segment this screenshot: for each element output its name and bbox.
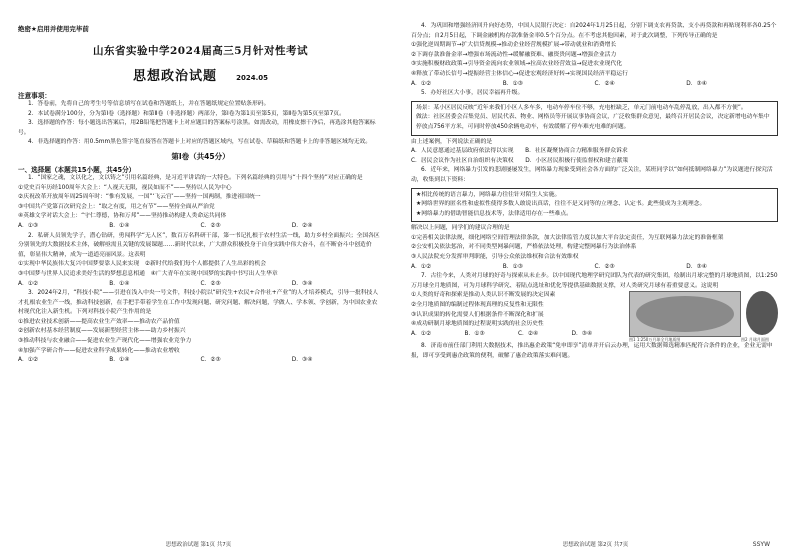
question-7 (411, 272, 778, 342)
question-2 (18, 232, 383, 290)
exam-date: 2024.05 (236, 74, 268, 82)
option-d[interactable]: D．③④ (291, 280, 313, 287)
question-7-body (411, 291, 778, 342)
note-3: 3．选择题的作答：每小题选出答案后，用2B铅笔把答题卡上对应题目的答案标号涂黑。如需改动，用橡皮擦干净后，再选涂其他答案标号。 (18, 120, 376, 136)
question-item: ②全月地质图的编制过程体现真理的反复性和无限性 (411, 302, 544, 309)
question-item: ①推进农业技术创新——提高农业生产效率——推动农产品价值 (18, 318, 180, 325)
question-item: ②下调存款准备金率→增强市场流动性→缓解融资难、融资贵问题→增强企业活力 (411, 51, 617, 58)
figures (629, 291, 778, 342)
question-prompt: 由上述案例，下列说法正确的是 (411, 138, 493, 145)
school-title: 山东省实验中学2024届高三5月针对性考试 (92, 45, 309, 57)
question-item: ④加强产学研合作——促进农业科学成果转化——推动农业增收 (18, 347, 180, 354)
question-item: ③中国共产党第百次研究会上：“取之有度，用之有节”——坚持全面从严治党 (18, 203, 215, 210)
answer-options (411, 330, 625, 340)
question-3 (18, 289, 383, 366)
question-8 (411, 342, 778, 361)
answer-options (18, 222, 383, 232)
material-line: ★网络世界的匿名性和虚拟性使得多数人敢说出真话，往往不是又同等的立理念、认定书。此些使成为主观理念。 (416, 201, 706, 208)
note-1: 1．答卷前，先将自己的考生号等信息填写在试卷和答题纸上，并在答题纸规定位置贴条形码。 (28, 101, 270, 107)
question-stem: 8．济南市前任部门利用大数据技术，推出惠企政策“免申即享”清单并开启云办理，运用大数据筛选精准匹配符合条件的企业，企业无需申报，即可享受到惠企政策的便利，破解了惠企政策落实难问题。 (411, 343, 773, 360)
option-a[interactable]: A．①③ (18, 222, 39, 229)
answer-options (411, 80, 778, 90)
exam-code: SSYW (752, 541, 770, 548)
figure-caption-globe: 图2 月球月面图 (741, 337, 769, 343)
answer-options (18, 280, 383, 290)
question-item: ②庆祝改革开放周年周25周年时：“惟有发展，一国”‘飞云宫’——坚持一国两制，推进祖国统一 (18, 194, 261, 201)
option-a[interactable]: A．①② (411, 330, 432, 337)
question-item: ①强化逆周期调节→扩大信贷规模→推动企业经营规模扩展→带动就业和消费增长 (411, 42, 617, 49)
question-item: ①实现中华民族伟大复兴中国梦要靠人民来实现 ②新时代给我们每个人都提供了人生出彩的机会 (18, 261, 267, 268)
question-4 (411, 22, 778, 89)
question-item: ①党史百年历经100周年大会上：“人视天无限，视民如而不”——坚持以人民为中心 (18, 184, 232, 191)
material-box (411, 188, 778, 223)
option-d[interactable]: D．③④ (571, 330, 593, 337)
question-item: ④释放了带动长信号→提振经营主体信心→促进宏观经济好转→实现国民经济平稳运行 (411, 70, 628, 77)
question-item: ③实施积极财政政策→引导资金流向农业领域→拉高农业经营效益→促进农业现代化 (411, 61, 623, 68)
option-a[interactable]: A．①② (18, 357, 39, 364)
question-1 (18, 174, 383, 232)
option-row[interactable]: C．居民会议作为社区自治组织有决策权 D．小区居民积极行使监督权和建言献策 (411, 157, 629, 164)
answer-options (411, 263, 778, 273)
question-item: ③中国梦与世界人民追求美好生活的梦想息息相通 ④广大青年在实现中国梦的实践中书写出人生华章 (18, 270, 278, 277)
material-line: ★网络暴力的借助智能信息技术等，法律适用存在一些难点。 (416, 210, 572, 217)
note-4: 4．非选择题的作答：用0.5mm黑色签字笔直接答在答题卡上对应的答题区域内，写在试卷、草稿纸和答题卡上的非答题区域均无效。 (28, 139, 372, 146)
question-item: ①人类的好奇和探索是推动人类认识不断发展的决定因素 (411, 292, 556, 299)
option-b[interactable]: B．①④ (109, 280, 130, 287)
question-item: ④英雄文学对话大会上：“守仁尊德，协和万邦”——坚持推动构建人类命运共同体 (18, 213, 227, 220)
option-a[interactable]: A．①② (411, 263, 432, 270)
material-line: 做法：社区居委会召集党员、居民代表、物业、网格员等开展议事协商会议，广泛收集群众意见，最终召开居民会议，决定新增电动车集中停放点756平方米，可同时停放450余辆电动车，有效缓解了停车难充电难的问题。 (416, 114, 770, 130)
material-line: 场景：某小区居民反映“近年来我们小区人多车多，电动车停车位不够，充电桩缺乏，单元门前电动车乱停乱放，出入都不方便”。 (416, 104, 747, 111)
question-stem: 7．古往今来，人类对月球的好奇与探索从未止步。以中国现代地理学研究团队为代表的研究集团，绘制出月球完整的月球地质图，以1:250万月球全月地质图，可为月球科学研究、着陆点选址和优化等提供基础数据支撑，对人类研究月球有着重要意义。这说明 (411, 273, 778, 289)
option-b[interactable]: B．①④ (109, 222, 130, 229)
question-stem: 3．2024年2月，“科技小院”——引进在浅入中央一号文件，科技小院以“研究生+农民+合作社+产业”的人才培养模式，引导一批科技人才扎根农业生产一线，推动科技创新，在手把手带着学生在工作中发现问题、研究问题、解决问题，学做人、学本领、学创新，为中国农业农村现代化注入新生机。下列对科技小院产生作用的是 (18, 290, 379, 316)
question-stem: 4．为巩固和增强经济回升向好态势，中国人民银行决定：自2024年1月25日起，分别下调支农再贷款、支小再贷款和再贴现利率各0.25个百分点；自2月5日起，下调金融机构存款准备金率0.5个百分点。在不考虑其他因素，对于此次调整，下列传导正确的是 (411, 23, 777, 39)
section1-heading: 一、选择题（本题共15小题，共45分） (18, 165, 136, 174)
option-b[interactable]: B．①③ (464, 330, 485, 337)
question-stem: 5．办好社区大小事，居民幸福再升级。 (421, 90, 524, 97)
notes-heading: 注意事项： (18, 92, 51, 100)
option-d[interactable]: D．③④ (686, 80, 707, 87)
question-item: ③认识成果的转化需要人们根据条件不断深化和扩展 (411, 311, 544, 318)
option-d[interactable]: D．②④ (291, 222, 313, 229)
question-stem: 2．私研人员领先学子，潜心钻研，勇闯科学“无人区”，数百万名科研干部，第一书记扎根于农村生活一线，助力乡村全面振兴；全国各区分别领先的大数据技术主体，破解亟需且关键的发展课题……新时代以来，广大群众积极投身于自身实践中伟大奋斗，在不断奋斗中创造价值，彰显伟大精神，成为一道道亮丽风景。这表明 (18, 232, 380, 258)
question-stem: 6．近年来，网络暴力引发的悲剧屡屡发生，网络暴力现象受到社会各方面的广泛关注，某班同学以“如何抵制网络暴力”为议题进行探究活动，收集到以下资料： (411, 167, 773, 183)
option-c[interactable]: C．②③ (594, 263, 615, 270)
question-item: ②创新农村基本经营制度——发展新型经营主体——助力乡村振兴 (18, 328, 186, 335)
material-line: ★相比传统的语言暴力，网络暴力往往针对陌生人实施。 (416, 191, 561, 198)
note-2: 2．本试卷满分100分，分为第Ⅰ卷（选择题）和第Ⅱ卷（非选择题）两部分，第Ⅰ卷为第1页至第5页，第Ⅱ卷为第5页至第7页。 (28, 110, 345, 117)
option-d[interactable]: D．③④ (291, 357, 313, 364)
question-stem: 1．“国家之魂，文以化之，文以铸之”引用名篇经典，是习近平讲话的一大特色。下列名篇经典的引用与“十四个坚持”对应正确的是 (28, 174, 363, 181)
figure-caption-map: 图1 1:250万月球全月地质图 (629, 337, 681, 343)
question-6 (411, 166, 778, 272)
subject-title-row (18, 65, 383, 84)
option-b[interactable]: B．①④ (109, 357, 130, 364)
question-item: ④成功研制月球地质图的过程说明实践的社会历史性 (411, 321, 544, 328)
answer-options (18, 356, 383, 366)
question-5 (411, 89, 778, 166)
lunar-globe-image (746, 291, 778, 335)
question-item: ②公安机关依法惩治，对不同类型网暴问题，严格依法处理，构建完整网暴行为法治体系 (411, 244, 637, 251)
subject-title: 思想政治试题 (133, 69, 218, 84)
option-b[interactable]: B．①③ (502, 263, 523, 270)
material-box (411, 101, 778, 136)
option-a[interactable]: A．①② (411, 80, 432, 87)
option-b[interactable]: B．①③ (502, 80, 523, 87)
option-a[interactable]: A．①② (18, 280, 39, 287)
question-item: ③人民法院充分发挥审判职能，引导公众依法维权和合法有效维权 (411, 254, 579, 261)
option-c[interactable]: C．②③ (200, 357, 221, 364)
option-d[interactable]: D．③④ (686, 263, 707, 270)
question-item: ①完善相关法律法规，细化网络空间管理法律条款，加大法律监管力度以加大平台法定责任，为互联网暴力法定的准备框架 (411, 234, 724, 241)
left-page-footer: 思想政治试题 第1页 共7页 (165, 542, 232, 548)
part1-heading: 第Ⅰ卷（共45分） (171, 151, 230, 161)
option-c[interactable]: C．②④ (594, 80, 615, 87)
question-item: ③推动科技与农业融合——促进农业生产现代化——增强农业竞争力 (18, 338, 192, 345)
question-7-items (411, 291, 625, 342)
option-c[interactable]: C．②③ (200, 222, 221, 229)
lunar-geologic-map-image (629, 291, 741, 337)
option-c[interactable]: C．②③ (200, 280, 221, 287)
option-c[interactable]: C．②④ (518, 330, 539, 337)
option-row[interactable]: A．人民意愿通过基层政府依法得以实现 B．社区凝聚协商合力精准服务群众诉求 (411, 148, 628, 155)
right-page (397, 0, 794, 554)
confidential-label: 绝密★启用并使用完毕前 (18, 25, 89, 33)
question-prompt: 解决以上问题，同学们的建议合理的是 (411, 225, 510, 232)
right-page-footer: 思想政治试题 第2页 共7页 (562, 542, 629, 548)
